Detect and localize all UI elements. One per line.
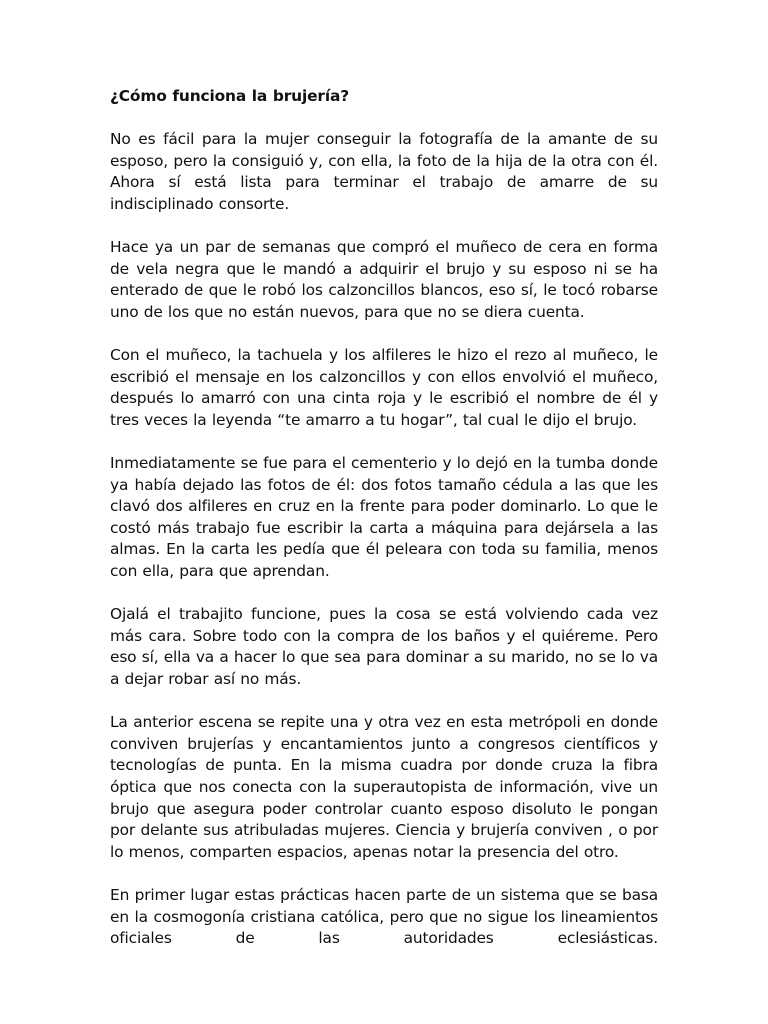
paragraph-4: Inmediatamente se fue para el cementerio y lo dejó en la tumba donde ya había dejado las fotos de él: dos fotos tamaño cédula a las que les clavó dos alfileres en cruz en la frente para poder dominarlo. Lo que le costó más trabajo fue escribir la carta a máquina para dejársela a las almas. En la carta les pedía que él peleara con toda su familia, menos con ella, para que aprendan. — [110, 454, 658, 581]
paragraph-7: En primer lugar estas prácticas hacen parte de un sistema que se basa en la cosmogonía cristiana católica, pero que no sigue los lineamientos oficiales de las autoridades eclesiásticas. — [110, 885, 658, 948]
paragraph-1: No es fácil para la mujer conseguir la fotografía de la amante de su esposo, pero la consiguió y, con ella, la foto de la hija de la otra con él. Ahora sí está lista para terminar el trabajo de amarre de su indisciplinado consorte. — [110, 130, 658, 213]
paragraph-3: Con el muñeco, la tachuela y los alfileres le hizo el rezo al muñeco, le escribió el mensaje en los calzoncillos y con ellos envolvió el muñeco, después lo amarró con una cinta roja y le escribió el nombre de él y tres veces la leyenda “te amarro a tu hogar”, tal cual le dijo el brujo. — [110, 346, 658, 429]
paragraph-5: Ojalá el trabajito funcione, pues la cosa se está volviendo cada vez más cara. Sobre todo con la compra de los baños y el quiéreme. Pero eso sí, ella va a hacer lo que sea para dominar a su marido, no se lo va a dejar robar así no más. — [110, 605, 658, 689]
document-title: ¿Cómo funciona la brujería? — [110, 87, 349, 105]
document-page — [110, 86, 658, 971]
paragraph-6: La anterior escena se repite una y otra vez en esta metrópoli en donde conviven brujerías y encantamientos junto a congresos científicos y tecnologías de punta. En la misma cuadra por donde cruza la fibra óptica que nos conecta con la superautopista de información, vive un brujo que asegura poder controlar cuanto esposo disoluto le pongan por delante sus atribuladas mujeres. Ciencia y brujería conviven , o por lo menos, comparten espacios, apenas notar la presencia del otro. — [110, 713, 658, 861]
paragraph-2: Hace ya un par de semanas que compró el muñeco de cera en forma de vela negra que le mandó a adquirir el brujo y su esposo ni se ha enterado de que le robó los calzoncillos blancos, eso sí, le tocó robarse uno de los que no están nuevos, para que no se diera cuenta. — [110, 238, 658, 321]
